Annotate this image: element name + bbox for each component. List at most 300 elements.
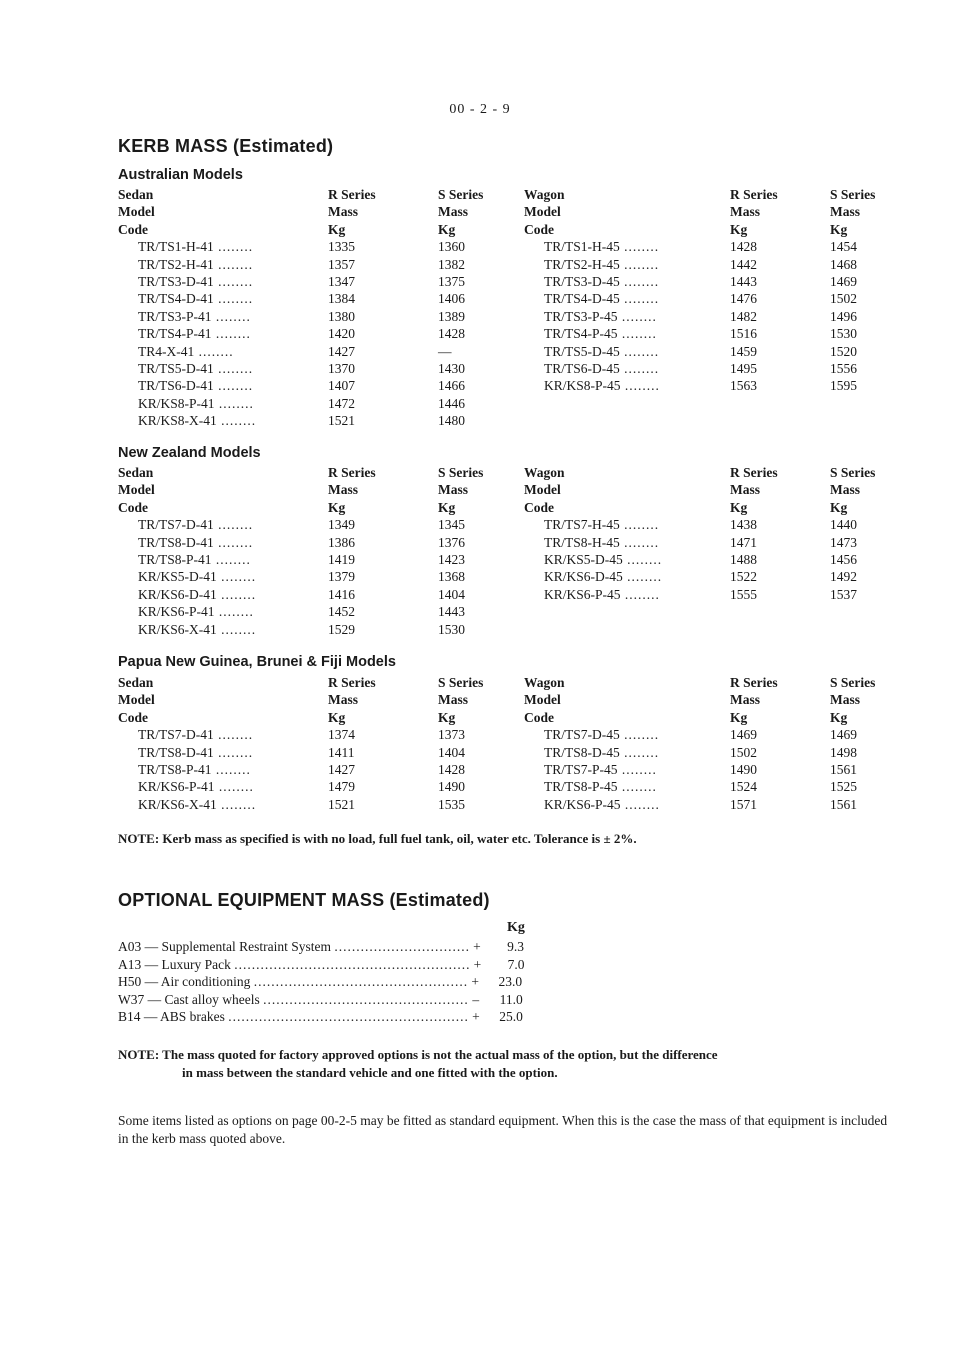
mass-value: 1520 bbox=[830, 343, 857, 359]
dot-leader: ........ bbox=[194, 343, 234, 359]
dot-leader: ........ bbox=[617, 308, 657, 324]
model-code-text: TR/TS1-H-41 bbox=[138, 239, 214, 255]
dot-leader: ........ bbox=[619, 343, 660, 359]
optional-equipment-title: OPTIONAL EQUIPMENT MASS (Estimated) bbox=[118, 890, 490, 910]
dot-leader: ....................................................... bbox=[228, 1009, 469, 1024]
mass-value: 1496 bbox=[830, 308, 857, 324]
section-table-png-brunei-fiji bbox=[118, 674, 878, 834]
model-code-text: TR4-X-41 bbox=[138, 343, 195, 359]
column-header: R Series bbox=[328, 465, 376, 480]
mass-value: 1404 bbox=[438, 744, 465, 760]
optional-item-value: 9.3 bbox=[507, 939, 524, 954]
mass-value: 1466 bbox=[438, 378, 465, 394]
dot-leader: ........ bbox=[213, 274, 254, 290]
model-code bbox=[524, 273, 660, 290]
mass-value: 1420 bbox=[328, 326, 355, 342]
dot-leader: ........ bbox=[211, 552, 251, 568]
model-code bbox=[524, 238, 660, 255]
column-header: S Series bbox=[438, 675, 484, 690]
mass-value: 1524 bbox=[730, 779, 757, 795]
model-code bbox=[524, 568, 662, 585]
model-code bbox=[118, 726, 256, 743]
mass-value: 1430 bbox=[438, 361, 465, 377]
code-column bbox=[118, 464, 256, 638]
model-code bbox=[118, 778, 256, 795]
column-header: Kg bbox=[830, 499, 848, 515]
model-code bbox=[524, 534, 662, 551]
mass-value: 1482 bbox=[730, 308, 757, 324]
r-column bbox=[730, 464, 778, 603]
mass-value: 1556 bbox=[830, 361, 857, 377]
model-code-text: KR/KS5-D-45 bbox=[544, 552, 623, 568]
dot-leader: ........ bbox=[216, 586, 257, 602]
model-code-text: TR/TS7-D-41 bbox=[138, 517, 214, 533]
dot-leader: ........ bbox=[620, 378, 660, 394]
column-header: Mass bbox=[328, 692, 358, 708]
model-code-text: TR/TS8-P-45 bbox=[544, 779, 618, 795]
r-column bbox=[328, 674, 376, 813]
model-code bbox=[524, 290, 660, 307]
mass-value: 1456 bbox=[830, 552, 857, 568]
column-header: Code bbox=[118, 709, 148, 725]
model-code-text: TR/TS8-H-45 bbox=[544, 534, 620, 550]
column-header: Mass bbox=[730, 482, 760, 498]
mass-value: 1472 bbox=[328, 395, 355, 411]
model-code-text: TR/TS7-D-41 bbox=[138, 727, 214, 743]
model-code-text: TR/TS7-D-45 bbox=[544, 727, 620, 743]
mass-value: 1368 bbox=[438, 569, 465, 585]
column-header: Sedan bbox=[118, 675, 154, 690]
mass-value: 1468 bbox=[830, 256, 857, 272]
column-header: Model bbox=[118, 204, 155, 220]
dot-leader: ........ bbox=[617, 326, 657, 342]
column-header: Mass bbox=[328, 204, 358, 220]
section-title-australian: Australian Models bbox=[118, 167, 243, 183]
model-code-text: TR/TS6-D-45 bbox=[544, 361, 620, 377]
optional-item bbox=[118, 1008, 524, 1026]
dot-leader: ........ bbox=[617, 779, 657, 795]
code-column bbox=[118, 186, 256, 430]
mass-value: 1521 bbox=[328, 796, 355, 812]
dot-leader: ........ bbox=[213, 534, 254, 550]
mass-value: 1370 bbox=[328, 361, 355, 377]
mass-value: 1427 bbox=[328, 762, 355, 778]
dot-leader: ........ bbox=[622, 569, 663, 585]
mass-value: 1386 bbox=[328, 534, 355, 550]
mass-value: 1516 bbox=[730, 326, 757, 342]
optional-item-value: 11.0 bbox=[499, 991, 523, 1007]
column-header: Sedan bbox=[118, 465, 154, 480]
mass-value: 1443 bbox=[438, 604, 465, 620]
mass-value: 1537 bbox=[830, 586, 857, 602]
mass-value: 1347 bbox=[328, 274, 355, 290]
model-code bbox=[524, 325, 660, 342]
model-code bbox=[524, 726, 660, 743]
column-header: Code bbox=[524, 709, 554, 725]
dot-leader: ........ bbox=[622, 552, 663, 568]
mass-value: 1471 bbox=[730, 534, 757, 550]
column-header: Code bbox=[118, 221, 148, 237]
column-header: Mass bbox=[830, 482, 860, 498]
mass-value: 1389 bbox=[438, 308, 465, 324]
optional-item bbox=[118, 938, 524, 956]
model-code bbox=[524, 778, 660, 795]
column-header: Mass bbox=[730, 692, 760, 708]
model-code-text: KR/KS6-P-45 bbox=[544, 586, 621, 602]
mass-value: 1423 bbox=[438, 552, 465, 568]
mass-value: 1490 bbox=[730, 762, 757, 778]
dot-leader: ........ bbox=[619, 744, 660, 760]
optional-item-value: 23.0 bbox=[498, 974, 523, 989]
column-header: Kg bbox=[830, 221, 848, 237]
optional-item-sign: + bbox=[471, 974, 479, 989]
r-column bbox=[328, 186, 376, 430]
column-header: Model bbox=[524, 204, 561, 220]
mass-value: 1379 bbox=[328, 569, 355, 585]
model-code bbox=[118, 273, 256, 290]
model-code-text: KR/KS5-D-41 bbox=[138, 569, 217, 585]
dot-leader: ...................................................... bbox=[234, 956, 471, 972]
column-header: Wagon bbox=[524, 187, 565, 202]
mass-value: 1357 bbox=[328, 256, 355, 272]
column-header: Kg bbox=[438, 221, 456, 237]
column-header: S Series bbox=[830, 465, 876, 480]
mass-value: 1502 bbox=[730, 744, 757, 760]
model-code-text: TR/TS4-P-45 bbox=[544, 326, 618, 342]
dot-leader: ............................... bbox=[334, 939, 470, 954]
code-column bbox=[524, 186, 660, 395]
column-header: Kg bbox=[730, 499, 748, 515]
model-code bbox=[118, 325, 256, 342]
model-code bbox=[118, 412, 256, 429]
mass-value: 1411 bbox=[328, 744, 355, 760]
column-header: Kg bbox=[438, 709, 456, 725]
mass-value: 1561 bbox=[830, 762, 857, 778]
mass-value: 1595 bbox=[830, 378, 857, 394]
s-column bbox=[830, 464, 875, 603]
dot-leader: ........ bbox=[213, 361, 254, 377]
model-code bbox=[118, 796, 256, 813]
model-code bbox=[524, 551, 662, 568]
dot-leader: ........ bbox=[213, 291, 254, 307]
column-header: Kg bbox=[328, 709, 346, 725]
model-code-text: TR/TS2-H-45 bbox=[544, 256, 620, 272]
mass-value: 1492 bbox=[830, 569, 857, 585]
model-code-text: KR/KS6-P-45 bbox=[544, 796, 621, 812]
model-code bbox=[118, 621, 256, 638]
mass-value: 1571 bbox=[730, 796, 757, 812]
mass-value: 1375 bbox=[438, 274, 465, 290]
model-code bbox=[118, 603, 256, 620]
dot-leader: ........ bbox=[213, 517, 254, 533]
r-column bbox=[730, 186, 778, 395]
column-header: R Series bbox=[730, 187, 778, 202]
column-header: Kg bbox=[730, 221, 748, 237]
model-code bbox=[524, 516, 662, 533]
optional-item-sign: + bbox=[473, 939, 481, 954]
page-number: 00 - 2 - 9 bbox=[449, 102, 511, 117]
model-code bbox=[118, 290, 256, 307]
mass-value: 1473 bbox=[830, 534, 857, 550]
dot-leader: ........ bbox=[216, 796, 257, 812]
model-code bbox=[118, 256, 256, 273]
s-column bbox=[830, 674, 875, 813]
dot-leader: ........ bbox=[211, 326, 251, 342]
s-column bbox=[438, 674, 483, 813]
model-code bbox=[524, 256, 660, 273]
mass-value: 1416 bbox=[328, 586, 355, 602]
mass-value: 1479 bbox=[328, 779, 355, 795]
optional-note bbox=[118, 1046, 718, 1082]
model-code-text: TR/TS7-H-45 bbox=[544, 517, 620, 533]
column-header: Model bbox=[118, 692, 155, 708]
mass-value: 1469 bbox=[730, 727, 757, 743]
code-column bbox=[118, 674, 256, 813]
model-code-text: TR/TS4-D-41 bbox=[138, 291, 214, 307]
column-header: Sedan bbox=[118, 187, 154, 202]
column-header: Code bbox=[524, 221, 554, 237]
model-code-text: TR/TS3-D-41 bbox=[138, 274, 214, 290]
model-code-text: KR/KS6-D-45 bbox=[544, 569, 623, 585]
column-header: Model bbox=[524, 692, 561, 708]
column-header: Wagon bbox=[524, 465, 565, 480]
column-header: Kg bbox=[730, 709, 748, 725]
section-table-australian bbox=[118, 186, 878, 429]
column-header: S Series bbox=[830, 675, 876, 690]
mass-value: 1335 bbox=[328, 239, 355, 255]
dot-leader: ............................................... bbox=[263, 991, 469, 1007]
optional-kg-header: Kg bbox=[507, 920, 525, 935]
model-code bbox=[524, 744, 660, 761]
optional-item-sign: + bbox=[473, 956, 482, 972]
column-header: Mass bbox=[730, 204, 760, 220]
model-code bbox=[524, 586, 662, 603]
mass-value: 1530 bbox=[438, 621, 465, 637]
column-header: Kg bbox=[328, 221, 346, 237]
dot-leader: ........ bbox=[214, 395, 254, 411]
dot-leader: ........ bbox=[619, 361, 660, 377]
mass-value: 1345 bbox=[438, 517, 465, 533]
mass-value: 1521 bbox=[328, 413, 355, 429]
mass-value: 1382 bbox=[438, 256, 465, 272]
model-code bbox=[118, 761, 256, 778]
mass-value: 1529 bbox=[328, 621, 355, 637]
dot-leader: ........ bbox=[211, 762, 251, 778]
mass-value: 1502 bbox=[830, 291, 857, 307]
dot-leader: ........ bbox=[619, 291, 660, 307]
model-code bbox=[118, 744, 256, 761]
dot-leader: ........ bbox=[619, 274, 660, 290]
column-header: R Series bbox=[328, 187, 376, 202]
model-code bbox=[524, 377, 660, 394]
model-code bbox=[118, 516, 256, 533]
model-code bbox=[118, 343, 256, 360]
model-code-text: TR/TS3-D-45 bbox=[544, 274, 620, 290]
mass-value: 1522 bbox=[730, 569, 757, 585]
r-column bbox=[730, 674, 778, 813]
mass-value: 1443 bbox=[730, 274, 757, 290]
dot-leader: ........ bbox=[216, 569, 257, 585]
section-title-new-zealand: New Zealand Models bbox=[118, 445, 261, 461]
column-header: R Series bbox=[730, 675, 778, 690]
column-header: Kg bbox=[438, 499, 456, 515]
mass-value: 1563 bbox=[730, 378, 757, 394]
column-header: S Series bbox=[438, 465, 484, 480]
kerb-mass-title: KERB MASS (Estimated) bbox=[118, 136, 334, 156]
optional-item-label: A13 — Luxury Pack bbox=[118, 956, 235, 972]
s-column bbox=[438, 186, 483, 430]
mass-value: 1490 bbox=[438, 779, 465, 795]
mass-value: 1349 bbox=[328, 517, 355, 533]
mass-value: 1459 bbox=[730, 343, 757, 359]
model-code bbox=[118, 534, 256, 551]
model-code bbox=[524, 761, 660, 778]
s-column bbox=[438, 464, 483, 638]
column-header: Mass bbox=[830, 204, 860, 220]
mass-value: 1469 bbox=[830, 727, 857, 743]
model-code-text: TR/TS6-D-41 bbox=[138, 378, 214, 394]
model-code-text: TR/TS2-H-41 bbox=[138, 256, 214, 272]
optional-note-line-2: in mass between the standard vehicle and one fitted with the option. bbox=[182, 1065, 558, 1080]
model-code-text: TR/TS4-D-45 bbox=[544, 291, 620, 307]
column-header: Code bbox=[118, 499, 148, 515]
mass-value: 1452 bbox=[328, 604, 355, 620]
model-code bbox=[524, 308, 660, 325]
mass-value: 1440 bbox=[830, 517, 857, 533]
column-header: R Series bbox=[730, 465, 778, 480]
optional-item-label: H50 — Air conditioning bbox=[118, 974, 254, 989]
dot-leader: ........ bbox=[619, 534, 660, 550]
dot-leader: ........ bbox=[620, 586, 660, 602]
model-code bbox=[524, 360, 660, 377]
mass-value: 1376 bbox=[438, 534, 465, 550]
dot-leader: ........ bbox=[213, 744, 254, 760]
model-code-text: TR/TS4-P-41 bbox=[138, 326, 212, 342]
mass-value: 1428 bbox=[730, 239, 757, 255]
model-code-text: TR/TS7-P-45 bbox=[544, 762, 618, 778]
dot-leader: ........ bbox=[213, 727, 254, 743]
column-header: Model bbox=[118, 482, 155, 498]
mass-value: 1360 bbox=[438, 239, 465, 255]
optional-item bbox=[118, 991, 524, 1009]
mass-value: 1476 bbox=[730, 291, 757, 307]
dot-leader: ........ bbox=[211, 308, 251, 324]
model-code-text: TR/TS3-P-45 bbox=[544, 308, 618, 324]
model-code bbox=[118, 377, 256, 394]
column-header: S Series bbox=[830, 187, 876, 202]
optional-item bbox=[118, 973, 524, 991]
dot-leader: ........ bbox=[619, 256, 660, 272]
code-column bbox=[524, 674, 660, 813]
dot-leader: ................................................. bbox=[253, 974, 469, 989]
section-table-new-zealand bbox=[118, 464, 878, 637]
mass-value: 1407 bbox=[328, 378, 355, 394]
mass-value: 1404 bbox=[438, 586, 465, 602]
mass-value: 1530 bbox=[830, 326, 857, 342]
mass-value: 1454 bbox=[830, 239, 857, 255]
model-code bbox=[118, 308, 256, 325]
dot-leader: ........ bbox=[213, 256, 254, 272]
mass-value: 1380 bbox=[328, 308, 355, 324]
optional-item-label: W37 — Cast alloy wheels bbox=[118, 991, 264, 1007]
mass-value: 1374 bbox=[328, 727, 355, 743]
model-code-text: TR/TS3-P-41 bbox=[138, 308, 212, 324]
mass-value: — bbox=[438, 343, 452, 359]
mass-value: 1384 bbox=[328, 291, 355, 307]
model-code-text: TR/TS8-D-41 bbox=[138, 744, 214, 760]
mass-value: 1469 bbox=[830, 274, 857, 290]
mass-value: 1498 bbox=[830, 744, 857, 760]
mass-value: 1428 bbox=[438, 762, 465, 778]
column-header: Mass bbox=[438, 692, 468, 708]
model-code-text: KR/KS6-P-41 bbox=[138, 604, 215, 620]
column-header: S Series bbox=[438, 187, 484, 202]
optional-item-sign: + bbox=[472, 1009, 480, 1024]
dot-leader: ........ bbox=[213, 378, 254, 394]
kerb-mass-note: NOTE: Kerb mass as specified is with no load, full fuel tank, oil, water etc. Tolerance is ± 2%. bbox=[118, 831, 637, 846]
dot-leader: ........ bbox=[216, 621, 257, 637]
dot-leader: ........ bbox=[214, 604, 254, 620]
model-code bbox=[118, 238, 256, 255]
column-header: Kg bbox=[328, 499, 346, 515]
dot-leader: ........ bbox=[620, 796, 660, 812]
column-header: Mass bbox=[830, 692, 860, 708]
model-code bbox=[118, 551, 256, 568]
code-column bbox=[524, 464, 662, 603]
column-header: Code bbox=[524, 499, 554, 515]
mass-value: 1555 bbox=[730, 586, 757, 602]
model-code bbox=[524, 343, 660, 360]
mass-value: 1561 bbox=[830, 796, 857, 812]
optional-item-sign: – bbox=[472, 991, 480, 1007]
column-header: Mass bbox=[438, 204, 468, 220]
dot-leader: ........ bbox=[216, 413, 257, 429]
optional-item-value: 25.0 bbox=[499, 1009, 523, 1024]
model-code-text: KR/KS8-P-45 bbox=[544, 378, 621, 394]
model-code-text: TR/TS5-D-41 bbox=[138, 361, 214, 377]
dot-leader: ........ bbox=[214, 779, 254, 795]
model-code-text: KR/KS6-P-41 bbox=[138, 779, 215, 795]
mass-value: 1480 bbox=[438, 413, 465, 429]
model-code-text: KR/KS6-D-41 bbox=[138, 586, 217, 602]
mass-value: 1438 bbox=[730, 517, 757, 533]
column-header: Mass bbox=[328, 482, 358, 498]
mass-value: 1535 bbox=[438, 796, 465, 812]
column-header: Mass bbox=[438, 482, 468, 498]
mass-value: 1525 bbox=[830, 779, 857, 795]
model-code-text: TR/TS8-D-41 bbox=[138, 534, 214, 550]
mass-value: 1446 bbox=[438, 395, 465, 411]
column-header: Wagon bbox=[524, 675, 565, 690]
model-code bbox=[118, 360, 256, 377]
model-code-text: TR/TS8-P-41 bbox=[138, 552, 212, 568]
r-column bbox=[328, 464, 376, 638]
model-code bbox=[118, 395, 256, 412]
mass-value: 1427 bbox=[328, 343, 355, 359]
mass-value: 1488 bbox=[730, 552, 757, 568]
optional-item-label: B14 — ABS brakes bbox=[118, 1009, 229, 1024]
model-code-text: KR/KS6-X-41 bbox=[138, 621, 217, 637]
model-code-text: TR/TS8-D-45 bbox=[544, 744, 620, 760]
dot-leader: ........ bbox=[213, 239, 254, 255]
column-header: Kg bbox=[830, 709, 848, 725]
section-title-png-brunei-fiji: Papua New Guinea, Brunei & Fiji Models bbox=[118, 654, 396, 670]
optional-equipment-list bbox=[118, 938, 524, 1026]
optional-item bbox=[118, 956, 524, 974]
column-header: R Series bbox=[328, 675, 376, 690]
mass-value: 1428 bbox=[438, 326, 465, 342]
model-code bbox=[524, 796, 660, 813]
